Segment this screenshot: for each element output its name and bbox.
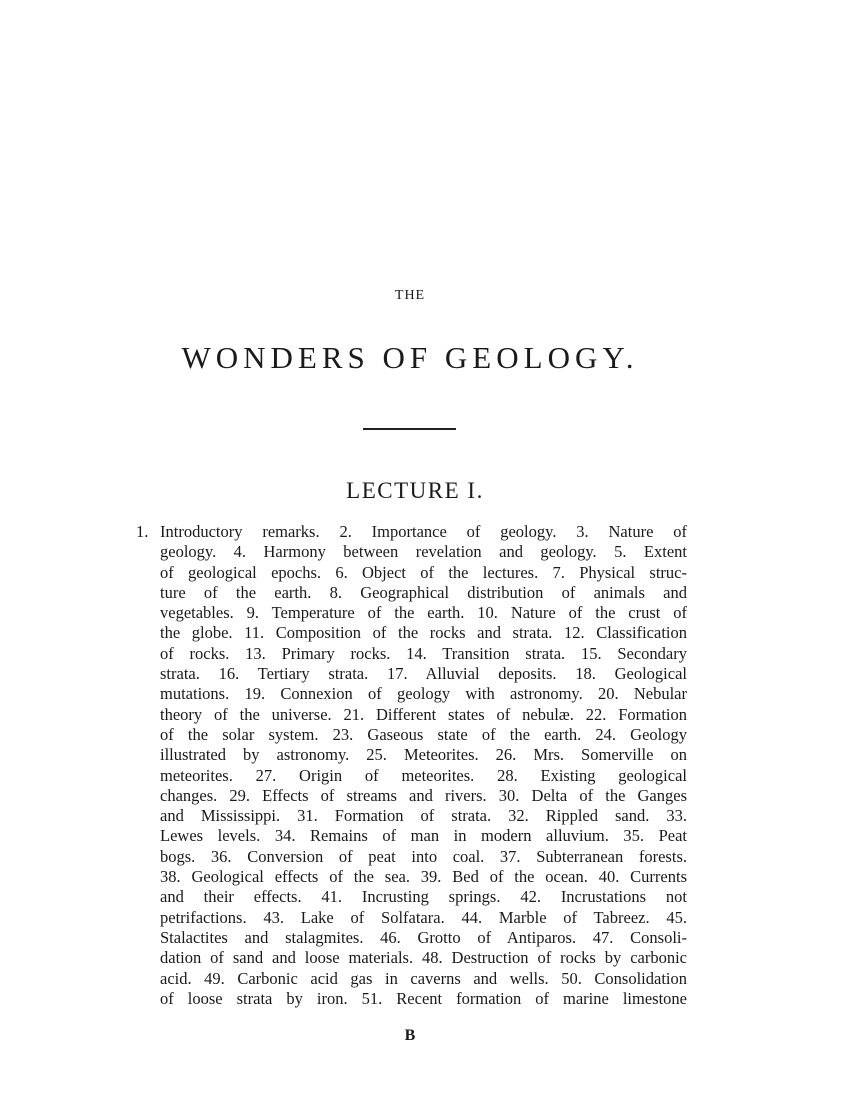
contents-line: vegetables. 9. Temperature of the earth. 10. Nature of the crust of	[160, 603, 687, 623]
contents-line: petrifactions. 43. Lake of Solfatara. 44. Marble of Tabreez. 45.	[160, 907, 687, 927]
book-title: WONDERS OF GEOLOGY.	[181, 340, 639, 375]
contents-line: of the solar system. 23. Gaseous state of the earth. 24. Geology	[160, 724, 687, 744]
contents-line: the globe. 11. Composition of the rocks and strata. 12. Classification	[160, 623, 687, 643]
contents-line: mutations. 19. Connexion of geology with astronomy. 20. Nebular	[160, 684, 687, 704]
contents-line: of loose strata by iron. 51. Recent formation of marine limestone	[160, 988, 687, 1008]
contents-line: strata. 16. Tertiary strata. 17. Alluvial deposits. 18. Geological	[160, 664, 687, 684]
contents-line: dation of sand and loose materials. 48. Destruction of rocks by carbonic	[160, 948, 687, 968]
first-item-number: 1.	[136, 522, 149, 541]
contents-line: ture of the earth. 8. Geographical distribution of animals and	[160, 582, 687, 602]
contents-line: Introductory remarks. 2. Importance of geology. 3. Nature of	[160, 522, 687, 541]
contents-line: illustrated by astronomy. 25. Meteorites. 26. Mrs. Somerville on	[160, 745, 687, 765]
contents-line: theory of the universe. 21. Different states of nebulæ. 22. Formation	[160, 704, 687, 724]
contents-line: meteorites. 27. Origin of meteorites. 28. Existing geological	[160, 765, 687, 785]
contents-line: acid. 49. Carbonic acid gas in caverns and wells. 50. Consolidation	[160, 968, 687, 988]
contents-line: Lewes levels. 34. Remains of man in modern alluvium. 35. Peat	[160, 826, 687, 846]
contents-line: changes. 29. Effects of streams and rivers. 30. Delta of the Ganges	[160, 785, 687, 805]
lecture-heading: LECTURE I.	[346, 478, 484, 503]
signature-mark: B	[404, 1027, 416, 1044]
contents-line: geology. 4. Harmony between revelation and geology. 5. Extent	[160, 542, 687, 562]
contents-line: and Mississippi. 31. Formation of strata. 32. Rippled sand. 33.	[160, 806, 687, 826]
contents-line: bogs. 36. Conversion of peat into coal. 37. Subterranean forests.	[160, 846, 687, 866]
title-divider	[363, 428, 456, 430]
contents-line: Stalactites and stalagmites. 46. Grotto of Antiparos. 47. Consoli-	[160, 927, 687, 947]
contents-line: and their effects. 41. Incrusting springs. 42. Incrustations not	[160, 887, 687, 907]
contents-line: of rocks. 13. Primary rocks. 14. Transition strata. 15. Secondary	[160, 643, 687, 663]
lecture-contents	[136, 522, 687, 1009]
title-article: THE	[394, 288, 426, 303]
contents-line: of geological epochs. 6. Object of the lectures. 7. Physical struc-	[160, 562, 687, 582]
contents-line: 38. Geological effects of the sea. 39. Bed of the ocean. 40. Currents	[160, 867, 687, 887]
